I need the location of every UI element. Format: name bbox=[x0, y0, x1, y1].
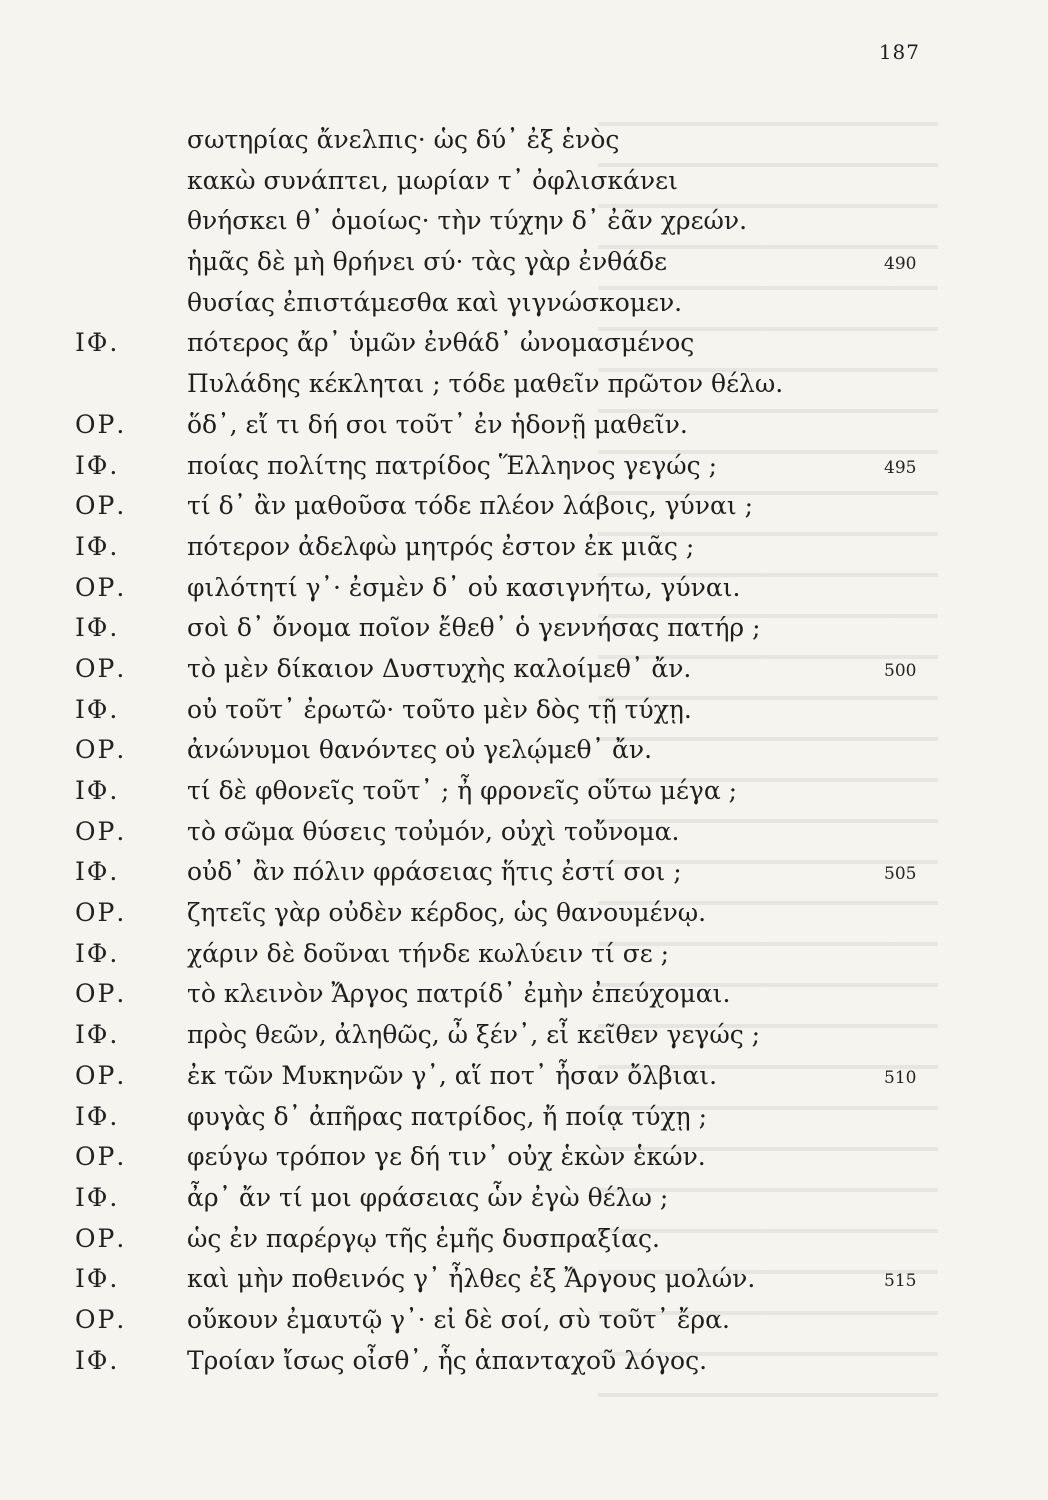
verse-text: τί δ᾽ ἂν μαθοῦσα τόδε πλέον λάβοις, γύναι ; bbox=[187, 491, 754, 521]
verse-text: σοὶ δ᾽ ὄνομα ποῖον ἔθεθ᾽ ὁ γεννήσας πατήρ ; bbox=[187, 613, 761, 643]
verse-text: πότερος ἄρ᾽ ὑμῶν ἐνθάδ᾽ ὠνομασμένος bbox=[187, 328, 695, 358]
speaker-label: ΟΡ. bbox=[75, 735, 127, 765]
speaker-label: ΙΦ. bbox=[75, 694, 120, 724]
speaker-label: ΟΡ. bbox=[75, 1060, 127, 1090]
verse-line bbox=[0, 1221, 1048, 1262]
verse-line bbox=[0, 122, 1048, 163]
verse-line bbox=[0, 488, 1048, 529]
speaker-label: ΟΡ. bbox=[75, 979, 127, 1009]
verse-text: θυσίας ἐπιστάμεσθα καὶ γιγνώσκομεν. bbox=[187, 287, 683, 317]
verse-line bbox=[0, 814, 1048, 855]
line-number: 515 bbox=[884, 1271, 917, 1292]
verse-line bbox=[0, 1180, 1048, 1221]
verse-lines bbox=[0, 122, 1048, 1383]
verse-line bbox=[0, 732, 1048, 773]
speaker-label: ΙΦ. bbox=[75, 613, 120, 643]
verse-text: πρὸς θεῶν, ἀληθῶς, ὦ ξέν᾽, εἶ κεῖθεν γεγώς ; bbox=[187, 1020, 761, 1050]
verse-text: κακὼ συνάπτει, μωρίαν τ᾽ ὀφλισκάνει bbox=[187, 165, 678, 195]
verse-line bbox=[0, 936, 1048, 977]
verse-line bbox=[0, 895, 1048, 936]
verse-text: τὸ μὲν δίκαιον Δυστυχὴς καλοίμεθ᾽ ἄν. bbox=[187, 653, 692, 683]
verse-line bbox=[0, 773, 1048, 814]
verse-line bbox=[0, 244, 1048, 285]
speaker-label: ΙΦ. bbox=[75, 531, 120, 561]
speaker-label: ΙΦ. bbox=[75, 1264, 120, 1294]
verse-text: χάριν δὲ δοῦναι τήνδε κωλύειν τί σε ; bbox=[187, 938, 670, 968]
speaker-label: ΟΡ. bbox=[75, 572, 127, 602]
line-number: 510 bbox=[884, 1067, 917, 1088]
verse-text: ποίας πολίτης πατρίδος Ἕλληνος γεγώς ; bbox=[187, 450, 718, 480]
verse-line bbox=[0, 1343, 1048, 1384]
verse-line bbox=[0, 325, 1048, 366]
verse-line bbox=[0, 1139, 1048, 1180]
verse-text: ὅδ᾽, εἴ τι δή σοι τοῦτ᾽ ἐν ἡδονῇ μαθεῖν. bbox=[187, 409, 688, 439]
verse-line bbox=[0, 285, 1048, 326]
page-number: 187 bbox=[878, 40, 920, 64]
verse-text: ζητεῖς γὰρ οὐδὲν κέρδος, ὡς θανουμένῳ. bbox=[187, 898, 707, 928]
verse-line bbox=[0, 1302, 1048, 1343]
verse-line bbox=[0, 1058, 1048, 1099]
speaker-label: ΙΦ. bbox=[75, 328, 120, 358]
verse-text: Τροίαν ἴσως οἶσθ᾽, ἧς ἁπανταχοῦ λόγος. bbox=[187, 1345, 708, 1375]
verse-line bbox=[0, 570, 1048, 611]
verse-line bbox=[0, 203, 1048, 244]
verse-line bbox=[0, 1261, 1048, 1302]
verse-text: πότερον ἀδελφὼ μητρός ἐστον ἐκ μιᾶς ; bbox=[187, 531, 695, 561]
verse-line bbox=[0, 610, 1048, 651]
speaker-label: ΟΡ. bbox=[75, 491, 127, 521]
verse-line bbox=[0, 1099, 1048, 1140]
verse-text: ἆρ᾽ ἄν τί μοι φράσειας ὧν ἐγὼ θέλω ; bbox=[187, 1182, 669, 1212]
verse-line bbox=[0, 692, 1048, 733]
verse-line bbox=[0, 366, 1048, 407]
speaker-label: ΟΡ. bbox=[75, 898, 127, 928]
speaker-label: ΟΡ. bbox=[75, 409, 127, 439]
speaker-label: ΙΦ. bbox=[75, 1101, 120, 1131]
line-number: 490 bbox=[884, 254, 917, 275]
line-number: 500 bbox=[884, 660, 917, 681]
verse-text: τί δὲ φθονεῖς τοῦτ᾽ ; ἦ φρονεῖς οὕτω μέγα ; bbox=[187, 776, 738, 805]
speaker-label: ΟΡ. bbox=[75, 1223, 127, 1253]
verse-text: Πυλάδης κέκληται ; τόδε μαθεῖν πρῶτον θέλω. bbox=[187, 369, 784, 399]
speaker-label: ΟΡ. bbox=[75, 1304, 127, 1334]
verse-text: οὐδ᾽ ἂν πόλιν φράσειας ἥτις ἐστί σοι ; bbox=[187, 857, 682, 887]
verse-line bbox=[0, 407, 1048, 448]
speaker-label: ΟΡ. bbox=[75, 1142, 127, 1172]
speaker-label: ΙΦ. bbox=[75, 776, 120, 805]
verse-line bbox=[0, 976, 1048, 1017]
verse-text: ἀνώνυμοι θανόντες οὐ γελῴμεθ᾽ ἄν. bbox=[187, 735, 653, 765]
verse-text: φυγὰς δ᾽ ἀπῆρας πατρίδος, ἤ ποίᾳ τύχῃ ; bbox=[187, 1101, 707, 1131]
verse-text: θνήσκει θ᾽ ὁμοίως· τὴν τύχην δ᾽ ἐᾶν χρεών. bbox=[187, 206, 748, 236]
speaker-label: ΙΦ. bbox=[75, 450, 120, 480]
speaker-label: ΙΦ. bbox=[75, 1345, 120, 1375]
speaker-label: ΟΡ. bbox=[75, 816, 127, 846]
verse-text: ἐκ τῶν Μυκηνῶν γ᾽, αἵ ποτ᾽ ἦσαν ὄλβιαι. bbox=[187, 1060, 718, 1090]
verse-text: τὸ σῶμα θύσεις τοὐμόν, οὐχὶ τοὔνομα. bbox=[187, 816, 680, 846]
verse-text: φεύγω τρόπον γε δή τιν᾽ οὐχ ἑκὼν ἑκών. bbox=[187, 1142, 706, 1172]
verse-line bbox=[0, 163, 1048, 204]
speaker-label: ΙΦ. bbox=[75, 1020, 120, 1050]
verse-text: ὡς ἐν παρέργῳ τῆς ἐμῆς δυσπραξίας. bbox=[187, 1223, 660, 1253]
verse-text: οὔκουν ἐμαυτῷ γ᾽· εἰ δὲ σοί, σὺ τοῦτ᾽ ἔρα. bbox=[187, 1304, 730, 1334]
speaker-label: ΙΦ. bbox=[75, 857, 120, 887]
verse-text: φιλότητί γ᾽· ἐσμὲν δ᾽ οὐ κασιγνήτω, γύναι. bbox=[187, 572, 741, 602]
verse-text: καὶ μὴν ποθεινός γ᾽ ἦλθες ἐξ Ἄργους μολών. bbox=[187, 1264, 756, 1294]
speaker-label: ΙΦ. bbox=[75, 938, 120, 968]
speaker-label: ΙΦ. bbox=[75, 1182, 120, 1212]
line-number: 505 bbox=[884, 864, 917, 885]
verse-text: σωτηρίας ἄνελπις· ὡς δύ᾽ ἐξ ἑνὸς bbox=[187, 125, 620, 154]
verse-line bbox=[0, 448, 1048, 489]
verse-text: τὸ κλεινὸν Ἄργος πατρίδ᾽ ἐμὴν ἐπεύχομαι. bbox=[187, 979, 731, 1009]
line-number: 495 bbox=[884, 457, 917, 478]
verse-line bbox=[0, 1017, 1048, 1058]
verse-text: οὐ τοῦτ᾽ ἐρωτῶ· τοῦτο μὲν δὸς τῇ τύχῃ. bbox=[187, 694, 692, 724]
verse-line bbox=[0, 854, 1048, 895]
verse-line bbox=[0, 529, 1048, 570]
verse-text: ἡμᾶς δὲ μὴ θρήνει σύ· τὰς γὰρ ἐνθάδε bbox=[187, 247, 668, 277]
speaker-label: ΟΡ. bbox=[75, 653, 127, 683]
verse-line bbox=[0, 651, 1048, 692]
